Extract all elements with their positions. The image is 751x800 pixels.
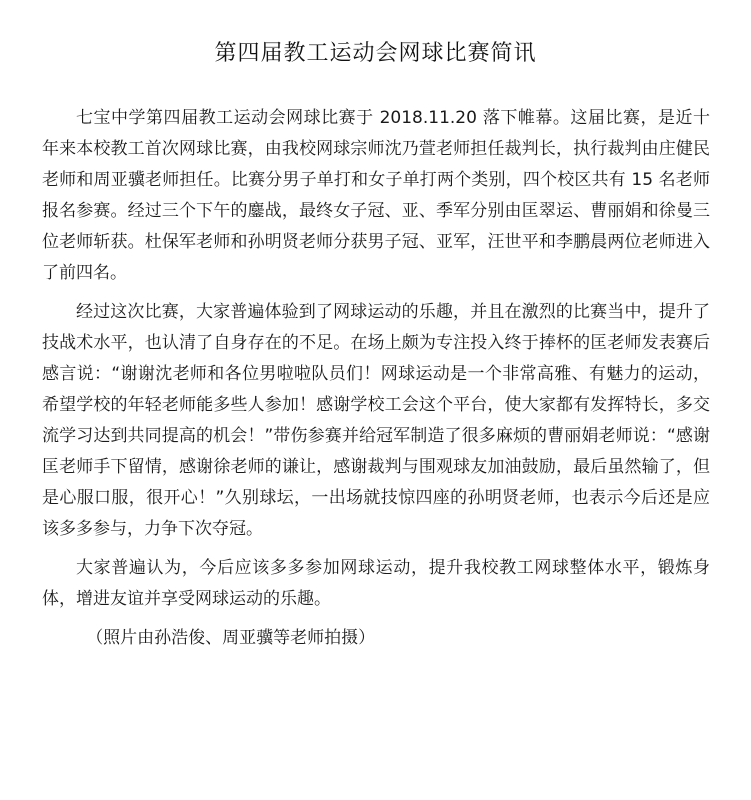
document-body bbox=[42, 103, 710, 653]
paragraph-conclusion: 大家普遍认为，今后应该多多参加网球运动，提升我校教工网球整体水平，锻炼身体，增进友谊并享受网球运动的乐趣。 bbox=[42, 558, 710, 609]
photo-credit: （照片由孙浩俊、周亚骥等老师拍摄） bbox=[86, 628, 376, 648]
paragraph-participant-remarks: 经过这次比赛，大家普遍体验到了网球运动的乐趣，并且在激烈的比赛当中，提升了技战术水平，也认清了自身存在的不足。在场上颇为专注投入终于捧杯的匡老师发表赛后感言说：“谢谢沈老师和各位男啦啦队员们！网球运动是一个非常高雅、有魅力的运动，希望学校的年轻老师能多些人参加！感谢学校工会这个平台，使大家都有发挥特长，多交流学习达到共同提高的机会！”带伤参赛并给冠军制造了很多麻烦的曹丽娟老师说：“感谢匡老师手下留情，感谢徐老师的谦让，感谢裁判与围观球友加油鼓励，最后虽然输了，但是心服口服，很开心！”久别球坛，一出场就技惊四座的孙明贤老师，也表示今后还是应该多多参与，力争下次夺冠。 bbox=[42, 302, 710, 539]
paragraph-result-summary: 七宝中学第四届教工运动会网球比赛于 2018.11.20 落下帷幕。这届比赛，是近十年来本校教工首次网球比赛，由我校网球宗师沈乃萱老师担任裁判长，执行裁判由庄健民老师和周亚骥老师担任。比赛分男子单打和女子单打两个类别，四个校区共有 15 名老师报名参赛。经过三个下午的鏖战，最终女子冠、亚、季军分别由匡翠运、曹丽娟和徐曼三位老师斩获。杜保军老师和孙明贤老师分获男子冠、亚军，汪世平和李鹏晨两位老师进入了前四名。 bbox=[42, 108, 710, 283]
document-title: 第四届教工运动会网球比赛简讯 bbox=[214, 41, 537, 66]
